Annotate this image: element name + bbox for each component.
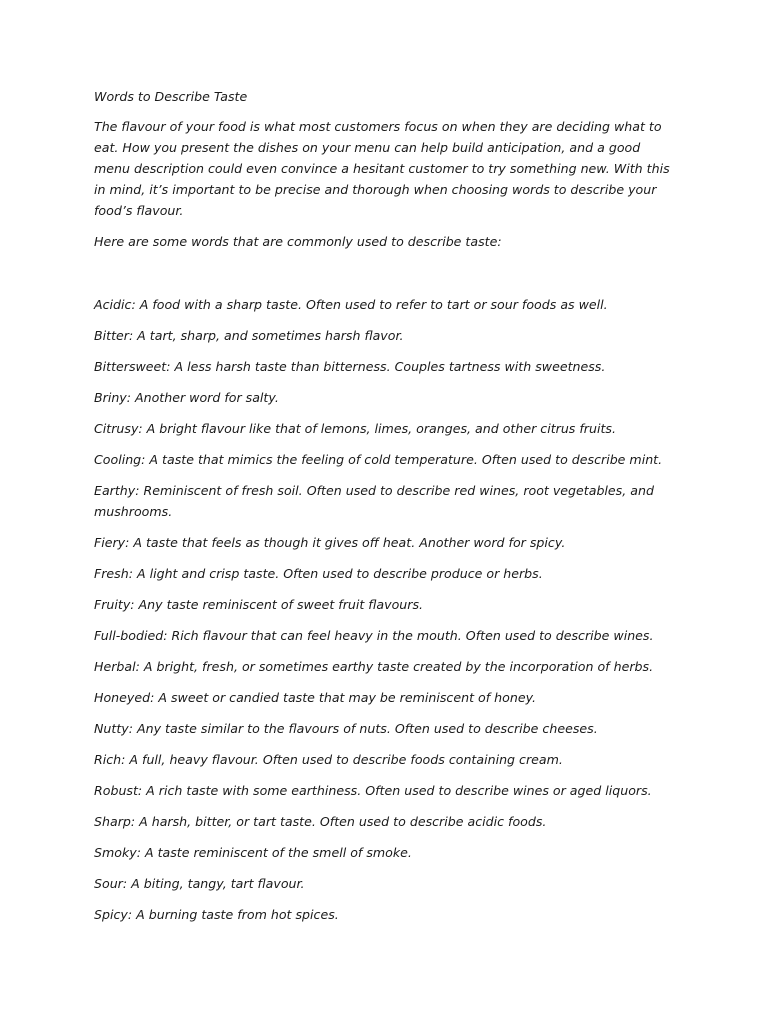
taste-term-list	[94, 294, 674, 925]
term-text: Bitter: A tart, sharp, and sometimes harsh flavor.	[94, 328, 404, 343]
list-item	[94, 532, 674, 553]
term-text: Fresh: A light and crisp taste. Often used to describe produce or herbs.	[94, 566, 543, 581]
term-text: Honeyed: A sweet or candied taste that may be reminiscent of honey.	[94, 690, 537, 705]
term-text: Briny: Another word for salty.	[94, 390, 279, 405]
list-item	[94, 625, 674, 646]
term-text: Full-bodied: Rich flavour that can feel heavy in the mouth. Often used to describe wines.	[94, 628, 654, 643]
list-item	[94, 449, 674, 470]
term-text: Earthy: Reminiscent of fresh soil. Often used to describe red wines, root vegetables, and mushrooms.	[94, 483, 654, 519]
list-item	[94, 418, 674, 439]
term-text: Rich: A full, heavy flavour. Often used to describe foods containing cream.	[94, 752, 563, 767]
term-text: Smoky: A taste reminiscent of the smell of smoke.	[94, 845, 412, 860]
list-item	[94, 594, 674, 615]
list-item	[94, 687, 674, 708]
list-item	[94, 294, 674, 315]
document-title: Words to Describe Taste	[94, 89, 248, 104]
term-text: Bittersweet: A less harsh taste than bitterness. Couples tartness with sweetness.	[94, 359, 606, 374]
term-text: Nutty: Any taste similar to the flavours of nuts. Often used to describe cheeses.	[94, 721, 598, 736]
term-text: Cooling: A taste that mimics the feeling of cold temperature. Often used to describe mint.	[94, 452, 663, 467]
term-text: Acidic: A food with a sharp taste. Often used to refer to tart or sour foods as well.	[94, 297, 608, 312]
term-text: Citrusy: A bright flavour like that of lemons, limes, oranges, and other citrus fruits.	[94, 421, 616, 436]
list-item	[94, 480, 674, 522]
list-item	[94, 325, 674, 346]
term-text: Herbal: A bright, fresh, or sometimes earthy taste created by the incorporation of herbs.	[94, 659, 654, 674]
list-item	[94, 749, 674, 770]
list-item	[94, 563, 674, 584]
list-item	[94, 904, 674, 925]
term-text: Sour: A biting, tangy, tart flavour.	[94, 876, 305, 891]
list-item	[94, 873, 674, 894]
list-item	[94, 656, 674, 677]
list-item	[94, 780, 674, 801]
list-item	[94, 387, 674, 408]
list-item	[94, 811, 674, 832]
list-item	[94, 842, 674, 863]
document-body	[94, 86, 674, 935]
term-text: Fiery: A taste that feels as though it gives off heat. Another word for spicy.	[94, 535, 566, 550]
list-item	[94, 718, 674, 739]
term-text: Robust: A rich taste with some earthiness. Often used to describe wines or aged liquors.	[94, 783, 652, 798]
intro-paragraph: The flavour of your food is what most customers focus on when they are deciding what to eat. How you present the dishes on your menu can help build anticipation, and a good menu description could even convince a hesitant customer to try something new. With this in mind, it’s important to be precise and thorough when choosing words to describe your food’s flavour.	[94, 119, 670, 218]
term-text: Spicy: A burning taste from hot spices.	[94, 907, 339, 922]
lead-paragraph: Here are some words that are commonly used to describe taste:	[94, 234, 502, 249]
term-text: Sharp: A harsh, bitter, or tart taste. Often used to describe acidic foods.	[94, 814, 547, 829]
list-item	[94, 356, 674, 377]
term-text: Fruity: Any taste reminiscent of sweet fruit flavours.	[94, 597, 424, 612]
